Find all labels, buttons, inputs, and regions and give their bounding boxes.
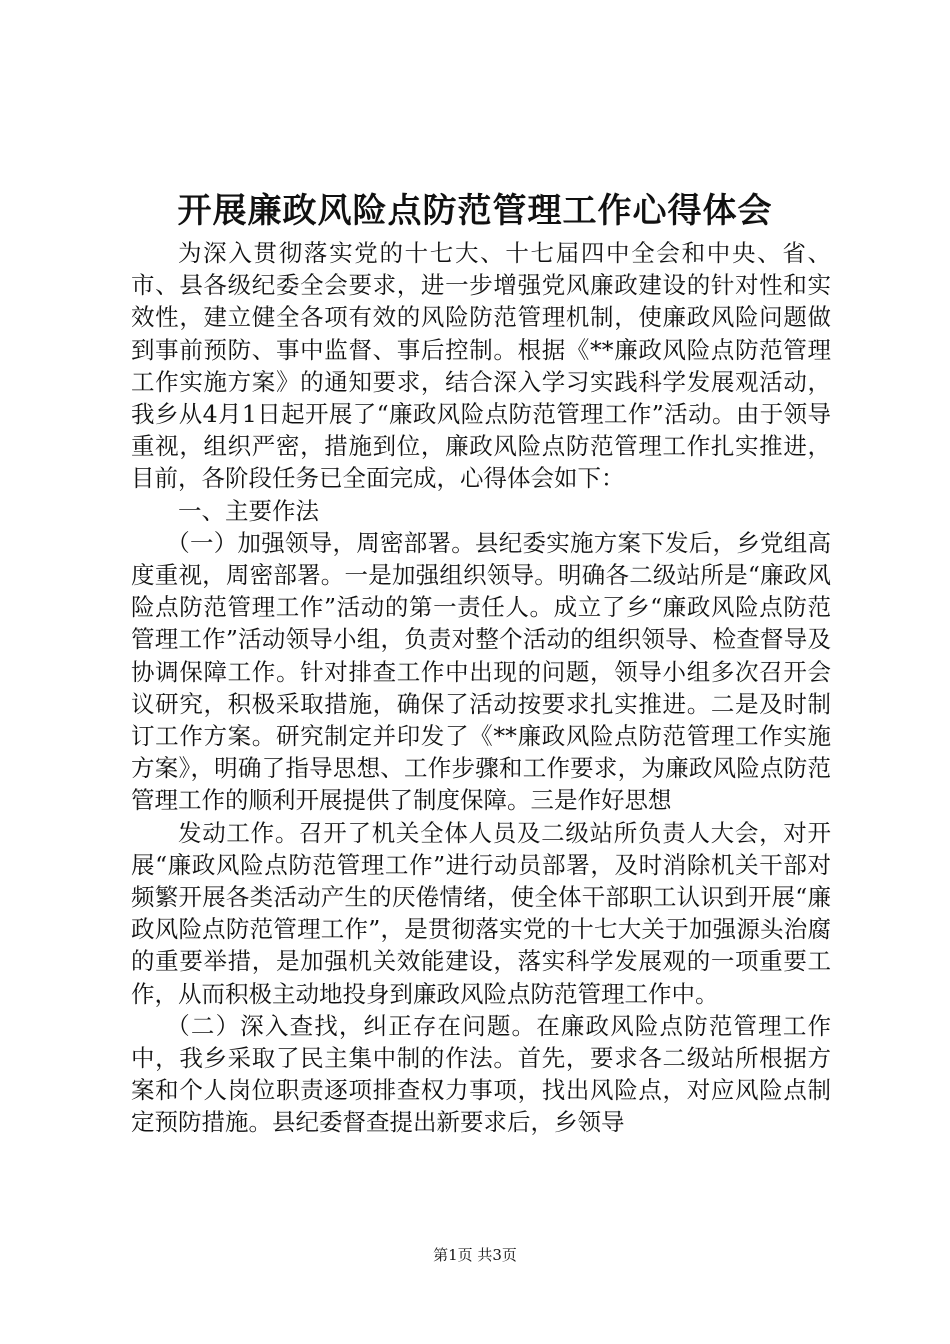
section-heading: 一、主要作法 bbox=[178, 496, 319, 525]
page-number-footer: 第1页 共3页 bbox=[433, 1246, 517, 1264]
document-body bbox=[131, 237, 831, 1139]
continuation-paragraph: 发动工作。召开了机关全体人员及二级站所负责人大会，对开展“廉政风险点防范管理工作”进行动员部署，及时消除机关干部对频繁开展各类活动产生的厌倦情绪，使全体干部职工认识到开展“廉政风险点防范管理工作”，是贯彻落实党的十七大关于加强源头治腐的重要举措，是加强机关效能建设，落实科学发展观的一项重要工作，从而积极主动地投身到廉政风险点防范管理工作中。 bbox=[131, 818, 831, 1008]
intro-paragraph: 为深入贯彻落实党的十七大、十七届四中全会和中央、省、市、县各级纪委全会要求，进一步增强党风廉政建设的针对性和实效性，建立健全各项有效的风险防范管理机制，使廉政风险问题做到事前预防、事中监督、事后控制。根据《**廉政风险点防范管理工作实施方案》的通知要求，结合深入学习实践科学发展观活动，我乡从4月1日起开展了“廉政风险点防范管理工作”活动。由于领导重视，组织严密，措施到位，廉政风险点防范管理工作扎实推进，目前，各阶段任务已全面完成，心得体会如下： bbox=[131, 239, 831, 493]
document-title: 开展廉政风险点防范管理工作心得体会 bbox=[177, 191, 773, 231]
subsection-paragraph-2: （二）深入查找，纠正存在问题。在廉政风险点防范管理工作中，我乡采取了民主集中制的作法。首先，要求各二级站所根据方案和个人岗位职责逐项排查权力事项，找出风险点，对应风险点制定预防措施。县纪委督查提出新要求后，乡领导 bbox=[131, 1011, 831, 1137]
subsection-paragraph-1: （一）加强领导，周密部署。县纪委实施方案下发后，乡党组高度重视，周密部署。一是加强组织领导。明确各二级站所是“廉政风险点防范管理工作”活动的第一责任人。成立了乡“廉政风险点防范管理工作”活动领导小组，负责对整个活动的组织领导、检查督导及协调保障工作。针对排查工作中出现的问题，领导小组多次召开会议研究，积极采取措施，确保了活动按要求扎实推进。二是及时制订工作方案。研究制定并印发了《**廉政风险点防范管理工作实施方案》，明确了指导思想、工作步骤和工作要求，为廉政风险点防范管理工作的顺利开展提供了制度保障。三是作好思想 bbox=[131, 528, 831, 815]
